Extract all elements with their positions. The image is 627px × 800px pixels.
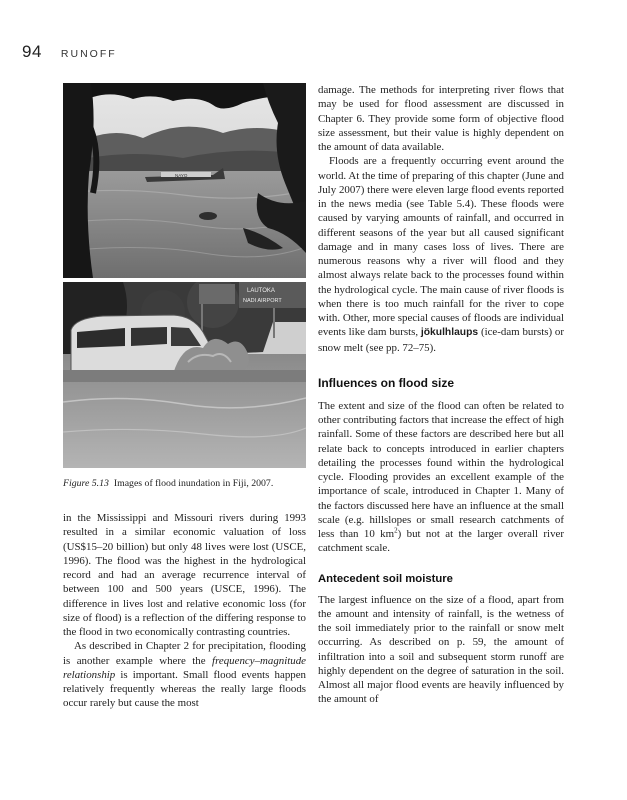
- left-text-column: [63, 511, 306, 711]
- right-paragraph-3-text-a: The extent and size of the flood can often be related to other contributing factors that increase the effect of high rainfall. Some of these factors are described here but all relate back to concepts introduced in earlier chapters detailing the processes found within the hydrological cycle. Flooding provides an excellent example of the importance of scale, introduced in Chapter 1. Many of the factors discussed here have an influence at the small scale (e.g. hillslopes or small research catchments of less than 10 km: [318, 399, 564, 540]
- right-paragraph-3-text-b: ) but not at the larger overall river catchment scale.: [318, 528, 564, 555]
- right-paragraph-4: The largest influence on the size of a flood, apart from the amount and intensity of rainfall, is the wetness of the soil immediately prior to the rainfall or snow melt occurring. As described on p. 59, the amount of infiltration into a soil and subsequent storm runoff are highly dependent on the degree of saturation in the soil. Almost all major flood events are heavily influenced by the amount of: [318, 593, 564, 706]
- page-number: 94: [22, 42, 42, 61]
- right-paragraph-3: [318, 399, 564, 556]
- right-paragraph-2-text-a: Floods are a frequently occurring event around the world. At the time of preparing of this chapter (June and July 2007) there were eleven large flood events reported in the news media (see Table 5.4). These floods were caused by varying amounts of rainfall, and occurred in different seasons of the year but all caused significant damage and in many cases loss of lives. There are numerous reasons why a river will flood and they almost always relate back to the processes found within the hydrological cycle. The main cause of river floods is when there is too much rainfall for the river to cope with. Other, more special causes of floods are individual events like dam bursts,: [318, 155, 564, 339]
- left-paragraph-2-text-a: As described in Chapter 2 for precipitation, flooding is another example where the: [63, 640, 306, 667]
- figure-label: Figure 5.13: [63, 478, 109, 489]
- right-paragraph-1: damage. The methods for interpreting river flows that may be used for flood assessment are discussed in Chapter 6. They provide some form of objective flood size assessment, but their value is highly dependent on the amount of data available.: [318, 84, 564, 153]
- flood-photo-minibus: [63, 282, 306, 468]
- flood-photo-submerged-vehicle: [63, 83, 306, 278]
- superscript-2: 2: [394, 526, 398, 535]
- left-paragraph-1: in the Mississippi and Missouri rivers during 1993 resulted in a similar economic valuation of loss (US$15–20 billion) but only 48 lives were lost (USCE, 1996). The flood was the highest in the hydrological record and had an average recurrence interval of between 100 and 500 years (USCE, 1996). The difference in lives lost and relative economic loss (for size of flood) is a reflection of the differing response to the flood in two economically contrasting countries.: [63, 512, 306, 638]
- subheading-antecedent-soil-moisture: Antecedent soil moisture: [318, 572, 453, 585]
- jokulhlaups-term: jökulhlaups: [420, 327, 479, 339]
- right-paragraph-2-text-b: (ice-dam bursts) or snow melt (see pp. 72–75).: [318, 326, 564, 354]
- road-sign-text-2: NADI AIRPORT: [243, 298, 282, 304]
- flood-photo-2-image: [63, 282, 306, 468]
- road-sign-text-1: LAUTOKA: [247, 288, 275, 294]
- right-paragraph-2: [318, 154, 564, 355]
- running-head: RUNOFF: [60, 48, 117, 60]
- figure-caption: [63, 477, 306, 490]
- figure-caption-text: Images of flood inundation in Fiji, 2007.: [113, 478, 274, 489]
- left-paragraph-2-text-b: is important. Small flood events happen relatively frequently whereas the really large floods occur rarely but cause the most: [63, 668, 306, 710]
- page-header: [22, 42, 117, 64]
- section-heading-influences: Influences on flood size: [318, 375, 455, 390]
- vehicle-logo-text: NAYO: [175, 173, 188, 178]
- left-paragraph-2: [63, 639, 306, 710]
- flood-photo-1-image: [63, 83, 306, 278]
- frequency-magnitude-term: frequency–magnitude relationship: [63, 654, 306, 681]
- right-text-column: [318, 83, 564, 707]
